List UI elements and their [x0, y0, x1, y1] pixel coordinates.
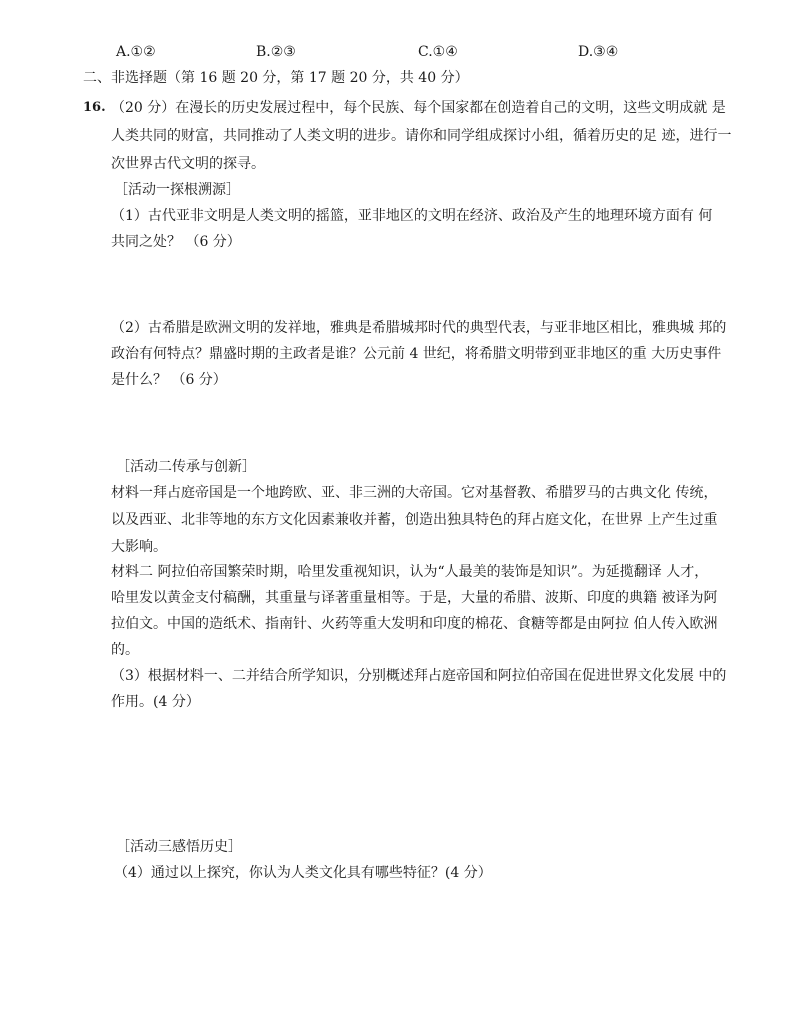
option-a: A.①②	[116, 44, 156, 60]
question-3-text: 作用。(4 分）	[111, 694, 200, 710]
question-2-text: （2）古希腊是欧洲文明的发祥地，雅典是希腊城邦时代的典型代表，与亚非地区相比，雅典城 邦的	[111, 320, 727, 336]
intro-line: 人类共同的财富，共同推动了人类文明的进步。请你和同学组成探讨小组，循着历史的足 迹，进行一	[111, 128, 732, 144]
material-1-text: 以及西亚、北非等地的东方文化因素兼收并蓄，创造出独具特色的拜占庭文化，在世界 上产生过重	[111, 512, 718, 528]
material-2-text: 哈里发以黄金支付稿酬，其重量与译著重量相等。于是，大量的希腊、波斯、印度的典籍 被译为阿	[111, 590, 718, 606]
material-2-text: 拉伯文。中国的造纸术、指南针、火药等重大发明和印度的棉花、食糖等都是由阿拉 伯人传入欧洲	[111, 616, 718, 632]
intro-line: 次世界古代文明的探寻。	[111, 156, 265, 172]
option-d: D.③④	[578, 44, 619, 60]
question-1-text: （1）古代亚非文明是人类文明的摇篮，亚非地区的文明在经济、政治及产生的地理环境方面有 何	[111, 208, 713, 224]
activity-2-title: ［活动二传承与创新］	[116, 459, 256, 475]
question-2-text: 是什么？ （6 分）	[111, 372, 227, 388]
question-2-text: 政治有何特点？鼎盛时期的主政者是谁？公元前 4 世纪，将希腊文明带到亚非地区的重 大历史事件	[111, 346, 722, 362]
activity-3-title: ［活动三感悟历史］	[116, 839, 242, 855]
option-b: B.②③	[256, 44, 296, 60]
material-1-text: 材料一拜占庭帝国是一个地跨欧、亚、非三洲的大帝国。它对基督教、希腊罗马的古典文化 传统，	[111, 485, 718, 501]
question-1-text: 共同之处？ （6 分）	[111, 234, 241, 250]
question-3-text: （3）根据材料一、二并结合所学知识，分别概述拜占庭帝国和阿拉伯帝国在促进世界文化发展 中的	[111, 668, 727, 684]
section-title: 二、非选择题（第 16 题 20 分，第 17 题 20 分，共 40 分）	[83, 70, 469, 86]
material-2-text: 的。	[111, 642, 139, 658]
material-1-text: 大影响。	[111, 539, 167, 555]
intro-line: （20 分）在漫长的历史发展过程中，每个民族、每个国家都在创造着自己的文明，这些文明成就 是	[111, 100, 726, 116]
activity-1-title: ［活动一探根溯源］	[114, 182, 240, 198]
material-2-text: 材料二 阿拉伯帝国繁荣时期，哈里发重视知识，认为“人最美的装饰是知识”。为延揽翻译 人才，	[111, 564, 709, 580]
question-number: 16.	[83, 100, 106, 115]
option-c: C.①④	[418, 44, 458, 60]
question-4-text: （4）通过以上探究，你认为人类文化具有哪些特征？(4 分）	[114, 865, 492, 881]
